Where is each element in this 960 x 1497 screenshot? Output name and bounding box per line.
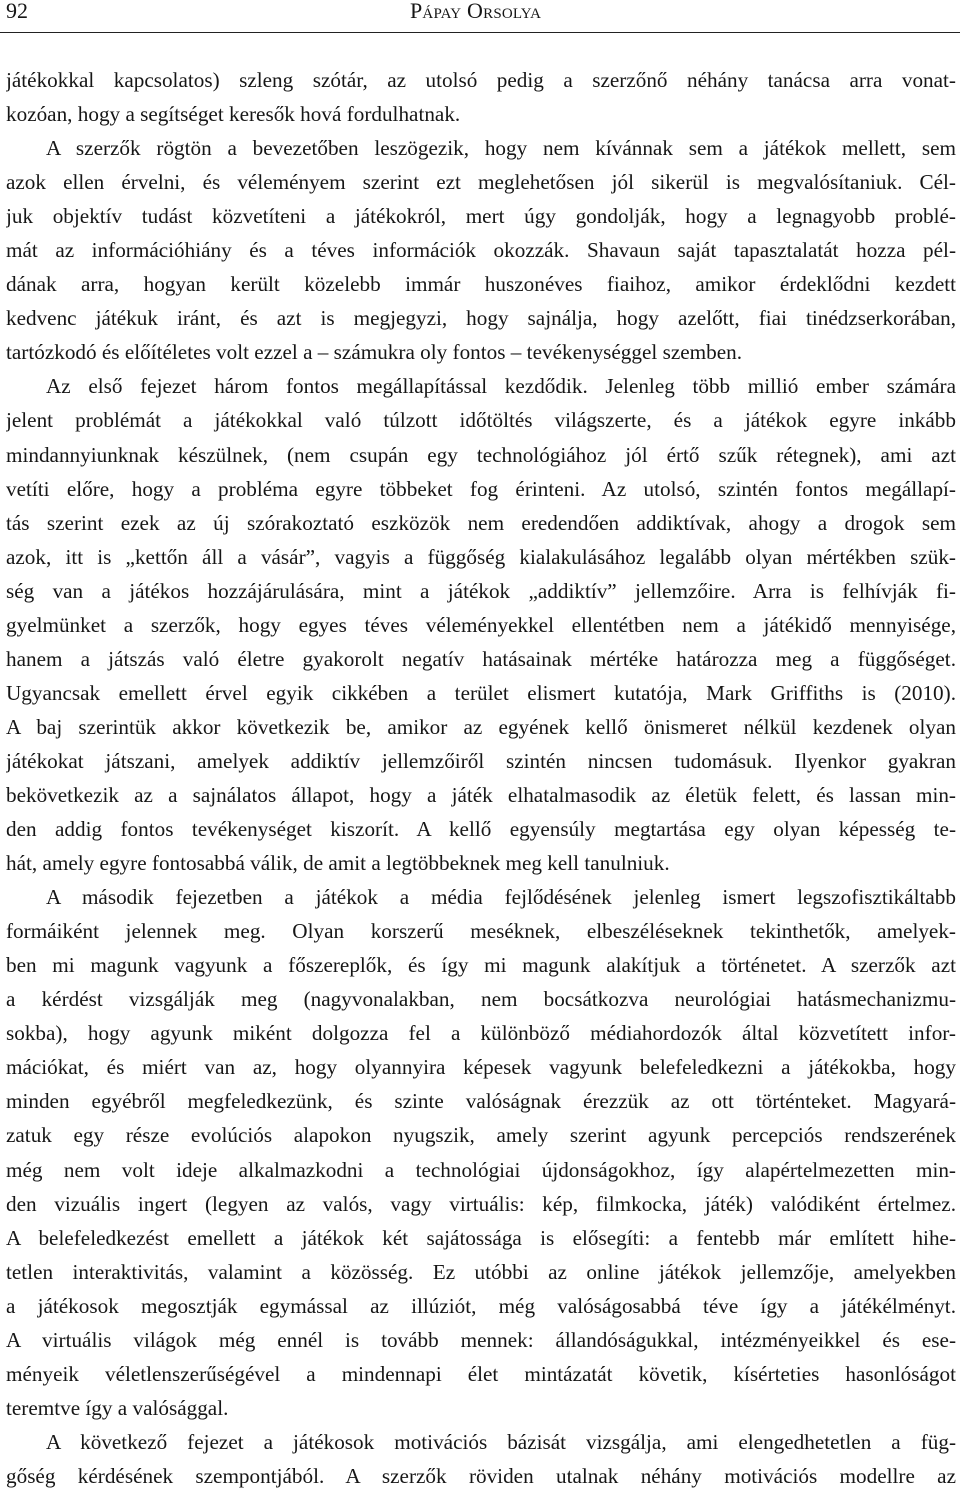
text-line: gőség kérdésének szempontjából. A szerzők röviden utalnak néhány motivációs modellre az <box>6 1463 956 1488</box>
text-line: jelent problémát a játékokkal való túlzott időtöltés világszerte, és a játékok egyre inkább <box>6 408 956 433</box>
text-line: juk objektív tudást közvetíteni a játékokról, mert úgy gondolják, hogy a legnagyobb problé- <box>6 204 956 229</box>
text-line: kedvenc játékuk iránt, és azt is megjegyzi, hogy sajnálja, hogy azelőtt, fiai tinédzserkorában, <box>6 306 956 331</box>
text-line: még nem volt ideje alkalmazkodni a technológiai újdonságokhoz, így alapértelmezetten min- <box>6 1157 956 1182</box>
text-line: hanem a játszás való életre gyakorolt negatív hatásainak mértéke határozza meg a függőséget. <box>6 646 956 671</box>
text-line: formáiként jelennek meg. Olyan korszerű meséknek, elbeszéléseknek tekinthetők, amelyek- <box>6 919 956 944</box>
text-line: den addig fontos tevékenységet kiszorít. A kellő egyensúly megtartása egy olyan képesség te- <box>6 817 956 842</box>
text-line: mát az információhiány és a téves információk okozzák. Shavaun saját tapasztalatát hozza pél- <box>6 238 956 263</box>
text-line: azok, itt is „kettőn áll a vásár”, vagyis a függőség kialakulásához legalább olyan mértékben szük- <box>6 544 956 569</box>
page-number: 92 <box>6 0 28 23</box>
text-line: den vizuális ingert (legyen az valós, vagy virtuális: kép, filmkocka, játék) valódiként értelmez. <box>6 1191 956 1216</box>
text-line: A következő fejezet a játékosok motivációs bázisát vizsgálja, ami elengedhetetlen a füg- <box>46 1429 956 1454</box>
text-line: tetlen interaktivitás, valamint a közösség. Ez utóbbi az online játékok jellemzője, amelyekben <box>6 1259 956 1284</box>
text-line: ség van a játékos hozzájárulására, mint a játékok „addiktív” jellemzőire. Arra is felhívják fi- <box>6 578 956 603</box>
text-line: vetíti előre, hogy a probléma egyre többeket fog érinteni. Az utolsó, szintén fontos megállapí- <box>6 476 956 501</box>
text-line: tartózkodó és előítéletes volt ezzel a – számukra oly fontos – tevékenységgel szemben. <box>6 340 743 365</box>
text-line: minden egyébről megfeledkezünk, és szinte valóságnak érezzük az ott történteket. Magyará- <box>6 1089 956 1114</box>
text-line: Ugyancsak emellett érvel egyik cikkében a terület elismert kutatója, Mark Griffiths is (2010). <box>6 680 956 705</box>
text-line: mációkat, és miért van az, hogy olyannyira képesek vagyunk belefeledkezni a játékokba, hogy <box>6 1055 956 1080</box>
text-line: A szerzők rögtön a bevezetőben leszögezik, hogy nem kívánnak sem a játékok mellett, sem <box>46 136 956 161</box>
running-head: Pápay Orsolya <box>410 0 542 23</box>
text-line: ben mi magunk vagyunk a főszereplők, és így mi magunk alakítjuk a történetet. A szerzők azt <box>6 953 956 978</box>
text-line: A baj szerintük akkor következik be, amikor az egyének kellő önismeret nélkül kezdenek olyan <box>6 714 956 739</box>
header-rule <box>0 32 960 33</box>
text-line: a játékosok megosztják egymással az illúziót, még valóságosabbá téve így a játékélményt. <box>6 1293 956 1318</box>
text-line: bekövetkezik az a sajnálatos állapot, hogy a játék elhatalmasodik az életük felett, és lassan min- <box>6 782 956 807</box>
text-line: ményeik véletlenszerűségével a mindennapi élet mintázatát követik, kísérteties hasonlóságot <box>6 1361 956 1386</box>
text-line: játékokat játszani, amelyek addiktív jellemzőiről szintén nincsen tudomásuk. Ilyenkor gyakran <box>6 748 956 773</box>
text-line: mindannyiunknak készülnek, (nem csupán egy technológiához jól értő szűk rétegnek), ami azt <box>6 442 956 467</box>
text-line: teremtve így a valósággal. <box>6 1395 229 1420</box>
text-line: kozóan, hogy a segítséget keresők hová fordulhatnak. <box>6 102 461 127</box>
text-line: játékokkal kapcsolatos) szleng szótár, az utolsó pedig a szerzőnő néhány tanácsa arra vonat- <box>6 68 956 92</box>
text-line: tás szerint ezek az új szórakoztató eszközök nem eredendően addiktívak, ahogy a drogok sem <box>6 510 956 535</box>
text-line: Az első fejezet három fontos megállapítással kezdődik. Jelenleg több millió ember számára <box>46 374 956 399</box>
text-line: dának arra, hogyan került közelebb immár huszonéves fiaihoz, amikor érdeklődni kezdett <box>6 272 956 297</box>
page-header <box>0 0 960 24</box>
text-line: a kérdést vizsgálják meg (nagyvonalakban, nem bocsátkozva neurológiai hatásmechanizmu- <box>6 987 956 1012</box>
text-line: zatuk egy része evolúciós alapokon nyugszik, amely szerint agyunk percepciós rendszerének <box>6 1123 956 1148</box>
body-text <box>6 63 956 1493</box>
text-line: sokba), hogy agyunk miként dolgozza fel a különböző médiahordozók által közvetített infor- <box>6 1021 956 1046</box>
text-line: A belefeledkezést emellett a játékok két sajátossága is elősegíti: a fentebb már említett hihe- <box>6 1225 956 1250</box>
text-line: hát, amely egyre fontosabbá válik, de amit a legtöbbeknek meg kell tanulniuk. <box>6 851 670 876</box>
text-line: azok ellen érvelni, és véleményem szerint ezt meglehetősen jól sikerül is megvalósítaniuk. Cél- <box>6 170 956 195</box>
text-line: gyelmünket a szerzők, hogy egyes téves véleményekkel ellentétben nem a játékidő mennyisége, <box>6 612 956 637</box>
text-line: A virtuális világok még ennél is tovább mennek: állandóságukkal, intézményeikkel és ese- <box>6 1327 956 1352</box>
text-line: A második fejezetben a játékok a média fejlődésének jelenleg ismert legszofisztikáltabb <box>46 885 956 910</box>
